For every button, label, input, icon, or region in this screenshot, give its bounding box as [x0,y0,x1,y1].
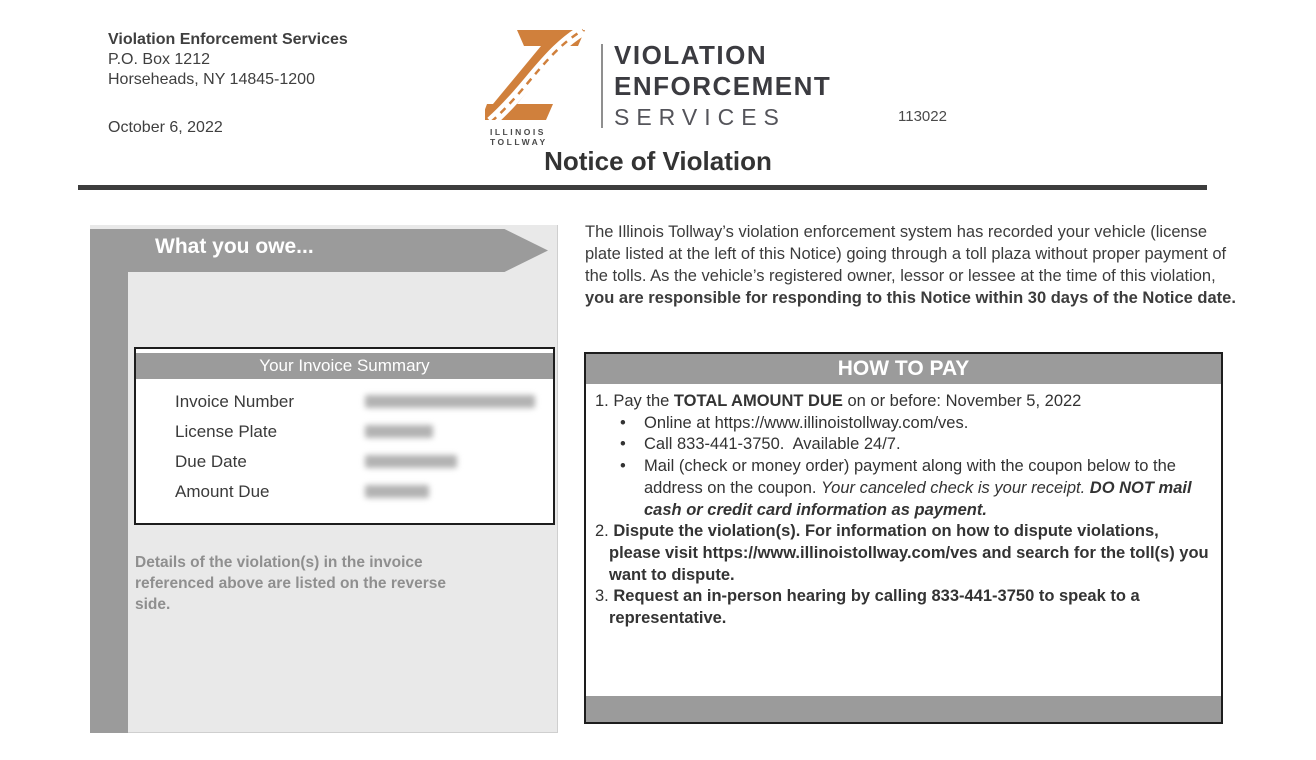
bullet-icon: • [620,413,626,432]
item3-number: 3. [595,587,614,606]
bullet3-italic: Your canceled check is your receipt. [821,478,1090,497]
redacted-value [365,425,433,438]
field-label-due-date: Due Date [175,452,247,471]
bullet3-normal: Mail (check or money order) payment along with the coupon below to the address on the coupon. [644,457,1176,497]
sender-address-block [108,30,348,138]
item2-number: 2. [595,522,614,541]
field-label-amount-due: Amount Due [175,482,270,501]
item1-bold: TOTAL AMOUNT DUE [673,392,843,410]
item1-post: on or before: November 5, 2022 [842,392,1082,410]
bullet2-text: Call 833-441-3750. Available 24/7. [644,435,901,454]
table-row [175,447,553,477]
reverse-side-note: Details of the violation(s) in the invoice referenced above are listed on the reverse side. [135,554,447,613]
how-to-pay-box [584,352,1223,724]
intro-paragraph [585,221,1237,309]
logo-caption-line2: TOLLWAY [490,137,548,147]
field-label-invoice-number: Invoice Number [175,392,295,411]
what-you-owe-label: What you owe... [155,235,314,258]
logo-caption [482,127,592,147]
sender-address-line2: Horseheads, NY 14845-1200 [108,71,315,88]
how-to-pay-footer-bar [586,696,1221,722]
panel-side-strip [90,272,128,733]
field-label-license-plate: License Plate [175,422,278,441]
list-item-hearing [595,586,1209,629]
item3-bold: Request an in-person hearing by calling 833-441-3750 to speak to a representative. [609,587,1140,628]
redacted-value [365,395,535,408]
title-rule [78,185,1207,190]
intro-bold-text: you are responsible for responding to this Notice within 30 days of the Notice date. [585,289,1236,307]
wordmark-line3: SERVICES [614,104,786,130]
tollway-i-road-icon [485,28,589,120]
sender-address-line1: P.O. Box 1212 [108,51,210,68]
bullet3-bold-italic: DO NOT mail cash or credit card information as payment. [644,478,1192,519]
ves-wordmark [614,40,831,133]
invoice-summary-rows [136,379,553,507]
wordmark-line2: ENFORCEMENT [614,71,832,101]
invoice-summary-box [134,347,555,525]
bullet1-text: Online at https://www.illinoistollway.com/ves. [644,413,969,432]
page-title: Notice of Violation [544,146,772,176]
list-item-mail [595,456,1209,521]
how-to-pay-header: HOW TO PAY [586,354,1221,384]
table-row [175,387,553,417]
table-row [175,417,553,447]
illinois-tollway-logo [482,28,592,147]
sender-name: Violation Enforcement Services [108,31,348,48]
list-item-call [595,434,1209,456]
how-to-pay-body [586,384,1221,630]
notice-number: 113022 [898,108,947,125]
redacted-value [365,485,429,498]
table-row [175,477,553,507]
logo-caption-line1: ILLINOIS [490,127,546,137]
bullet-icon: • [620,435,626,454]
list-item-pay [595,391,1209,413]
item1-pre: Pay the [613,392,674,410]
list-item-dispute [595,521,1209,586]
list-item-online [595,413,1209,435]
notice-date: October 6, 2022 [108,119,223,136]
intro-normal-text: The Illinois Tollway’s violation enforcement system has recorded your vehicle (license plate listed at the left of this Notice) going through a toll plaza without proper payment of the tolls. As the vehicle’s registered owner, lessor or lessee at the time of this violation, [585,223,1227,285]
wordmark-line1: VIOLATION [614,40,768,70]
invoice-summary-header: Your Invoice Summary [136,353,553,379]
redacted-value [365,455,457,468]
what-you-owe-panel [90,225,558,733]
logo-divider [601,44,603,128]
item2-bold: Dispute the violation(s). For information on how to dispute violations, please visit https://www.illinoistollway.com/ves and search for the toll(s) you want to dispute. [609,522,1209,584]
item1-number: 1. [595,392,614,410]
bullet-icon: • [620,457,626,476]
